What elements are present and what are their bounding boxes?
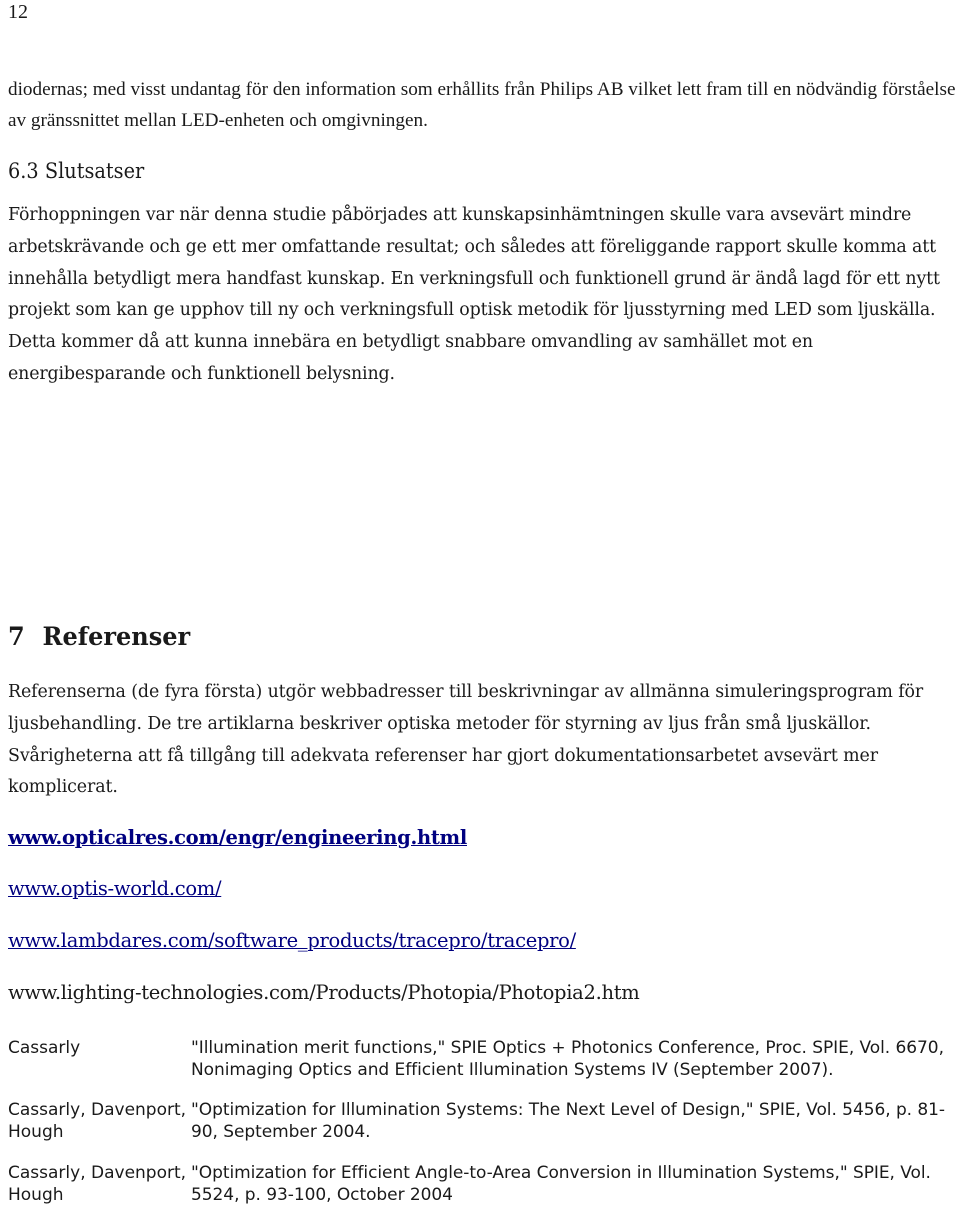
reference-link-lambdares[interactable]: www.lambdares.com/software_products/tracepro/tracepro/ — [8, 929, 576, 952]
reference-citation: "Optimization for Illumination Systems: The Next Level of Design," SPIE, Vol. 5456, p. 81-90, September 2004. — [191, 1100, 946, 1142]
page-number: 12 — [8, 1, 28, 23]
reference-link-optis[interactable]: www.optis-world.com/ — [8, 877, 222, 900]
conclusions-paragraph: Förhoppningen var när denna studie påbörjades att kunskapsinhämtningen skulle vara avsevärt mindre arbetskrävande och ge ett mer omfattande resultat; och således att föreliggande rapport skulle komma att innehålla betydligt mera handfast kunskap. En verkningsfull och funktionell grund är ändå lagd för ett nytt projekt som kan ge upphov till ny och verkningsfull optisk metodik för ljusstyrning med LED som ljuskälla. Detta kommer då att kunna innebära en betydligt snabbare omvandling av samhället mot en energibesparande och funktionell belysning. — [8, 205, 940, 384]
intro-paragraph: diodernas; med visst undantag för den information som erhållits från Philips AB vilket lett fram till en nödvändig förståelse av gränssnittet mellan LED-enheten och omgivningen. — [8, 79, 956, 131]
section-heading-6-3: 6.3 Slutsatser — [8, 159, 145, 183]
reference-authors: Cassarly — [8, 1038, 81, 1058]
section-number: 7 — [8, 622, 25, 651]
reference-citation: "Illumination merit functions," SPIE Optics + Photonics Conference, Proc. SPIE, Vol. 6670, Nonimaging Optics and Efficient Illumination Systems IV (September 2007). — [191, 1038, 944, 1080]
reference-link-opticalres[interactable]: www.opticalres.com/engr/engineering.html — [8, 826, 467, 849]
reference-authors: Cassarly, Davenport, Hough — [8, 1100, 187, 1142]
references-intro-paragraph: Referenserna (de fyra första) utgör webbadresser till beskrivningar av allmänna simuleringsprogram för ljusbehandling. De tre artiklarna beskriver optiska metoder för styrning av ljus från små ljuskällor. Svårigheterna att få tillgång till adekvata referenser har gjort dokumentationsarbetet avsevärt mer komplicerat. — [8, 682, 924, 798]
reference-authors: Cassarly, Davenport, Hough — [8, 1163, 187, 1205]
reference-url-lighting-technologies: www.lighting-technologies.com/Products/Photopia/Photopia2.htm — [8, 981, 640, 1004]
section-title: Referenser — [42, 622, 191, 651]
section-heading-7 — [8, 620, 190, 654]
reference-citation: "Optimization for Efficient Angle-to-Area Conversion in Illumination Systems," SPIE, Vol. 5524, p. 93-100, October 2004 — [191, 1163, 931, 1205]
